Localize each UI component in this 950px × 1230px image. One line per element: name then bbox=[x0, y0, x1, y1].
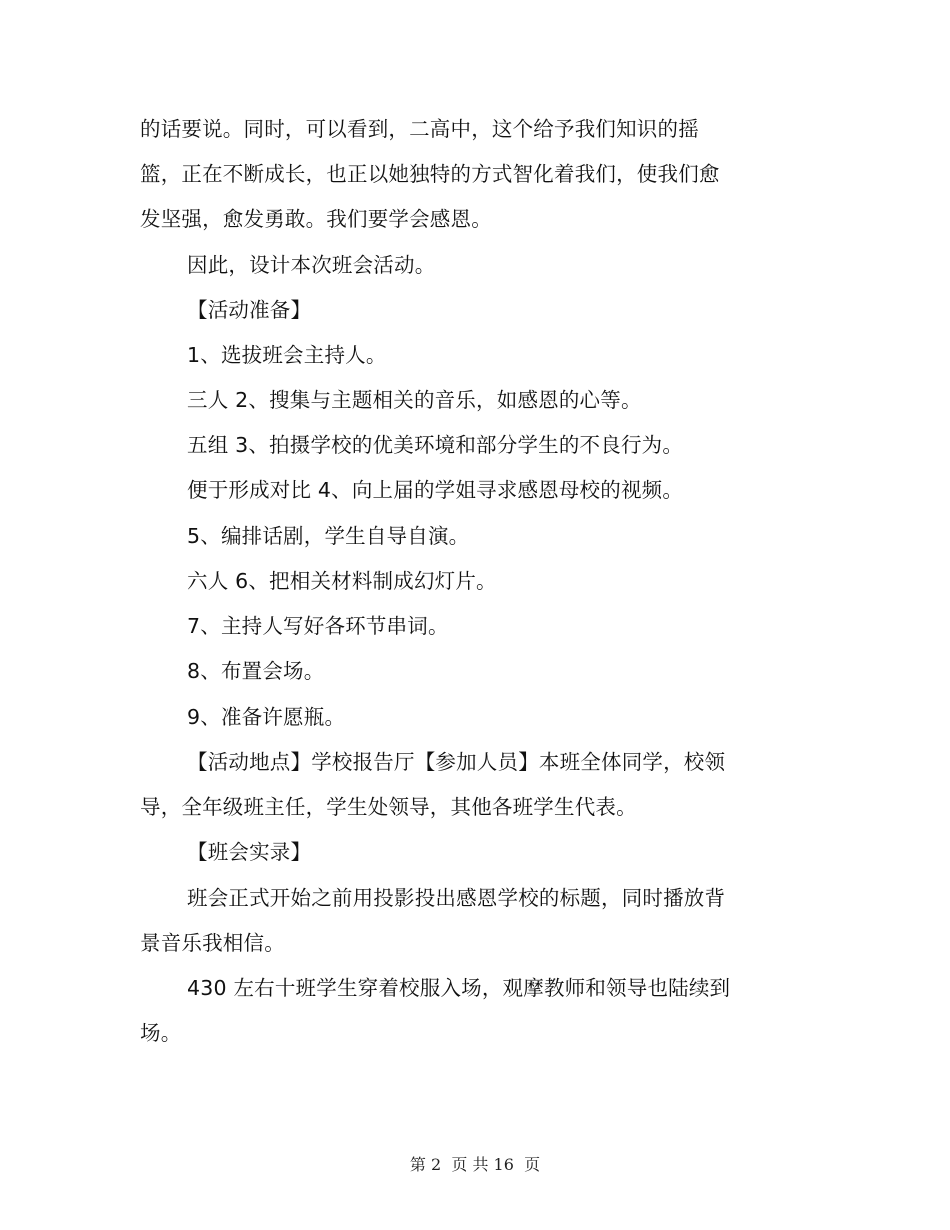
list-item: 三人 2、搜集与主题相关的音乐，如感恩的心等。 bbox=[187, 388, 642, 412]
text-line: 篮，正在不断成长，也正以她独特的方式智化着我们，使我们愈 bbox=[140, 162, 720, 186]
list-item: 便于形成对比 4、向上届的学姐寻求感恩母校的视频。 bbox=[187, 478, 684, 502]
list-item: 7、主持人写好各环节串词。 bbox=[187, 614, 449, 638]
text-line: 导，全年级班主任，学生处领导，其他各班学生代表。 bbox=[140, 795, 637, 819]
section-heading: 【班会实录】 bbox=[187, 840, 312, 864]
text-line: 发坚强，愈发勇敢。我们要学会感恩。 bbox=[140, 207, 492, 231]
text-line: 430 左右十班学生穿着校服入场，观摩教师和领导也陆续到 bbox=[187, 976, 731, 1000]
list-item: 8、布置会场。 bbox=[187, 659, 325, 683]
page-number-footer bbox=[0, 1154, 950, 1176]
text-line: 【活动地点】学校报告厅【参加人员】本班全体同学，校领 bbox=[187, 750, 726, 774]
section-heading: 【活动准备】 bbox=[187, 298, 312, 322]
text-line: 的话要说。同时，可以看到，二高中，这个给予我们知识的摇 bbox=[140, 117, 699, 141]
text-line: 班会正式开始之前用投影投出感恩学校的标题，同时播放背 bbox=[187, 886, 726, 910]
page-number-text: 第 2 页 共 16 页 bbox=[409, 1155, 541, 1174]
list-item: 5、编排话剧，学生自导自演。 bbox=[187, 524, 470, 548]
text-line: 因此，设计本次班会活动。 bbox=[187, 253, 436, 277]
list-item: 五组 3、拍摄学校的优美环境和部分学生的不良行为。 bbox=[187, 433, 684, 457]
list-item: 9、准备许愿瓶。 bbox=[187, 705, 346, 729]
text-line: 景音乐我相信。 bbox=[140, 931, 285, 955]
text-line: 场。 bbox=[140, 1021, 182, 1045]
list-item: 六人 6、把相关材料制成幻灯片。 bbox=[187, 569, 497, 593]
list-item: 1、选拔班会主持人。 bbox=[187, 343, 387, 367]
